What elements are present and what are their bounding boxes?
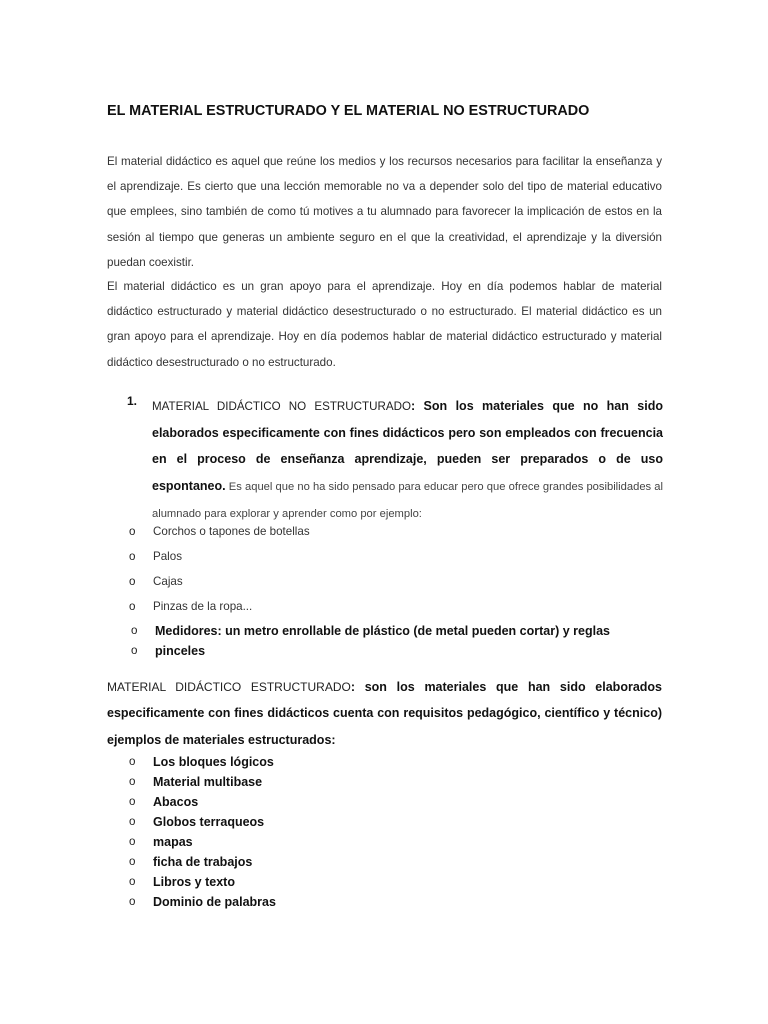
structured-material-paragraph [107,674,662,753]
list-item-text: Medidores: un metro enrollable de plástico (de metal pueden cortar) y reglas [155,624,610,638]
section-heading-unstructured: MATERIAL DIDÁCTICO NO ESTRUCTURADO [152,400,411,413]
bullet-marker: o [131,644,138,657]
list-item-text: mapas [153,835,193,849]
section-definition-bold: : Son los materiales que no han sido elaborados especificamente con fines didácticos pero son empleados con frecuencia en el proceso de enseñanza aprendizaje, pueden ser preparados o de uso espontaneo. [152,399,663,493]
bullet-marker: o [129,600,136,613]
bullet-marker: o [129,875,136,888]
list-item-text: Libros y texto [153,875,235,889]
list-item-text: pinceles [155,644,206,658]
document-title: EL MATERIAL ESTRUCTURADO Y EL MATERIAL NO ESTRUCTURADO [107,103,590,119]
list-item-text: Material multibase [153,775,263,789]
list-item-text: Abacos [153,795,199,809]
bullet-marker: o [129,755,136,768]
bullet-marker: o [129,815,136,828]
section-definition-plain: Es aquel que no ha sido pensado para educar pero que ofrece grandes posibilidades al alumnado para explorar y aprender como por ejemplo: [152,480,663,521]
section-heading-structured: MATERIAL DIDÁCTICO ESTRUCTURADO [107,680,351,694]
list-item-text: Globos terraqueos [153,815,265,829]
list-number: 1. [127,394,138,408]
bullet-marker: o [129,895,136,908]
intro-paragraph: El material didáctico es aquel que reúne los medios y los recursos necesarios para facilitar la enseñanza y el aprendizaje. Es cierto que una lección memorable no va a depender solo del tipo de material educativo que emplees, sino también de como tú motives a tu alumnado para favorecer la implicación de estos en la sesión al tiempo que generas un ambiente seguro en el que la creatividad, el aprendizaje y la diversión puedan coexistir. [107,155,662,269]
list-item-text: Palos [153,550,183,563]
list-item-text: Los bloques lógicos [153,755,274,769]
bullet-marker: o [131,624,138,637]
list-item-text: Dominio de palabras [153,895,276,909]
bullet-marker: o [129,855,136,868]
second-paragraph: El material didáctico es un gran apoyo para el aprendizaje. Hoy en día podemos hablar de material didáctico estructurado y material didáctico desestructurado o no estructurado. El material didáctico es un gran apoyo para el aprendizaje. Hoy en día podemos hablar de material didáctico estructurado y material didáctico desestructurado o no estructurado. [107,280,662,369]
bullet-marker: o [129,795,136,808]
bullet-marker: o [129,775,136,788]
list-item-text: Pinzas de la ropa... [153,600,253,613]
list-item-text: ficha de trabajos [153,855,253,869]
list-item-text: Corchos o tapones de botellas [153,525,310,538]
list-item-text: Cajas [153,575,183,588]
bullet-marker: o [129,550,136,563]
bullet-marker: o [129,575,136,588]
bullet-marker: o [129,525,136,538]
structured-definition: : son los materiales que han sido elaborados especificamente con fines didácticos cuenta con requisitos pedagógico, científico y técnico) ejemplos de materiales estructurados: [107,680,662,747]
numbered-item-text [152,393,663,528]
bullet-marker: o [129,835,136,848]
